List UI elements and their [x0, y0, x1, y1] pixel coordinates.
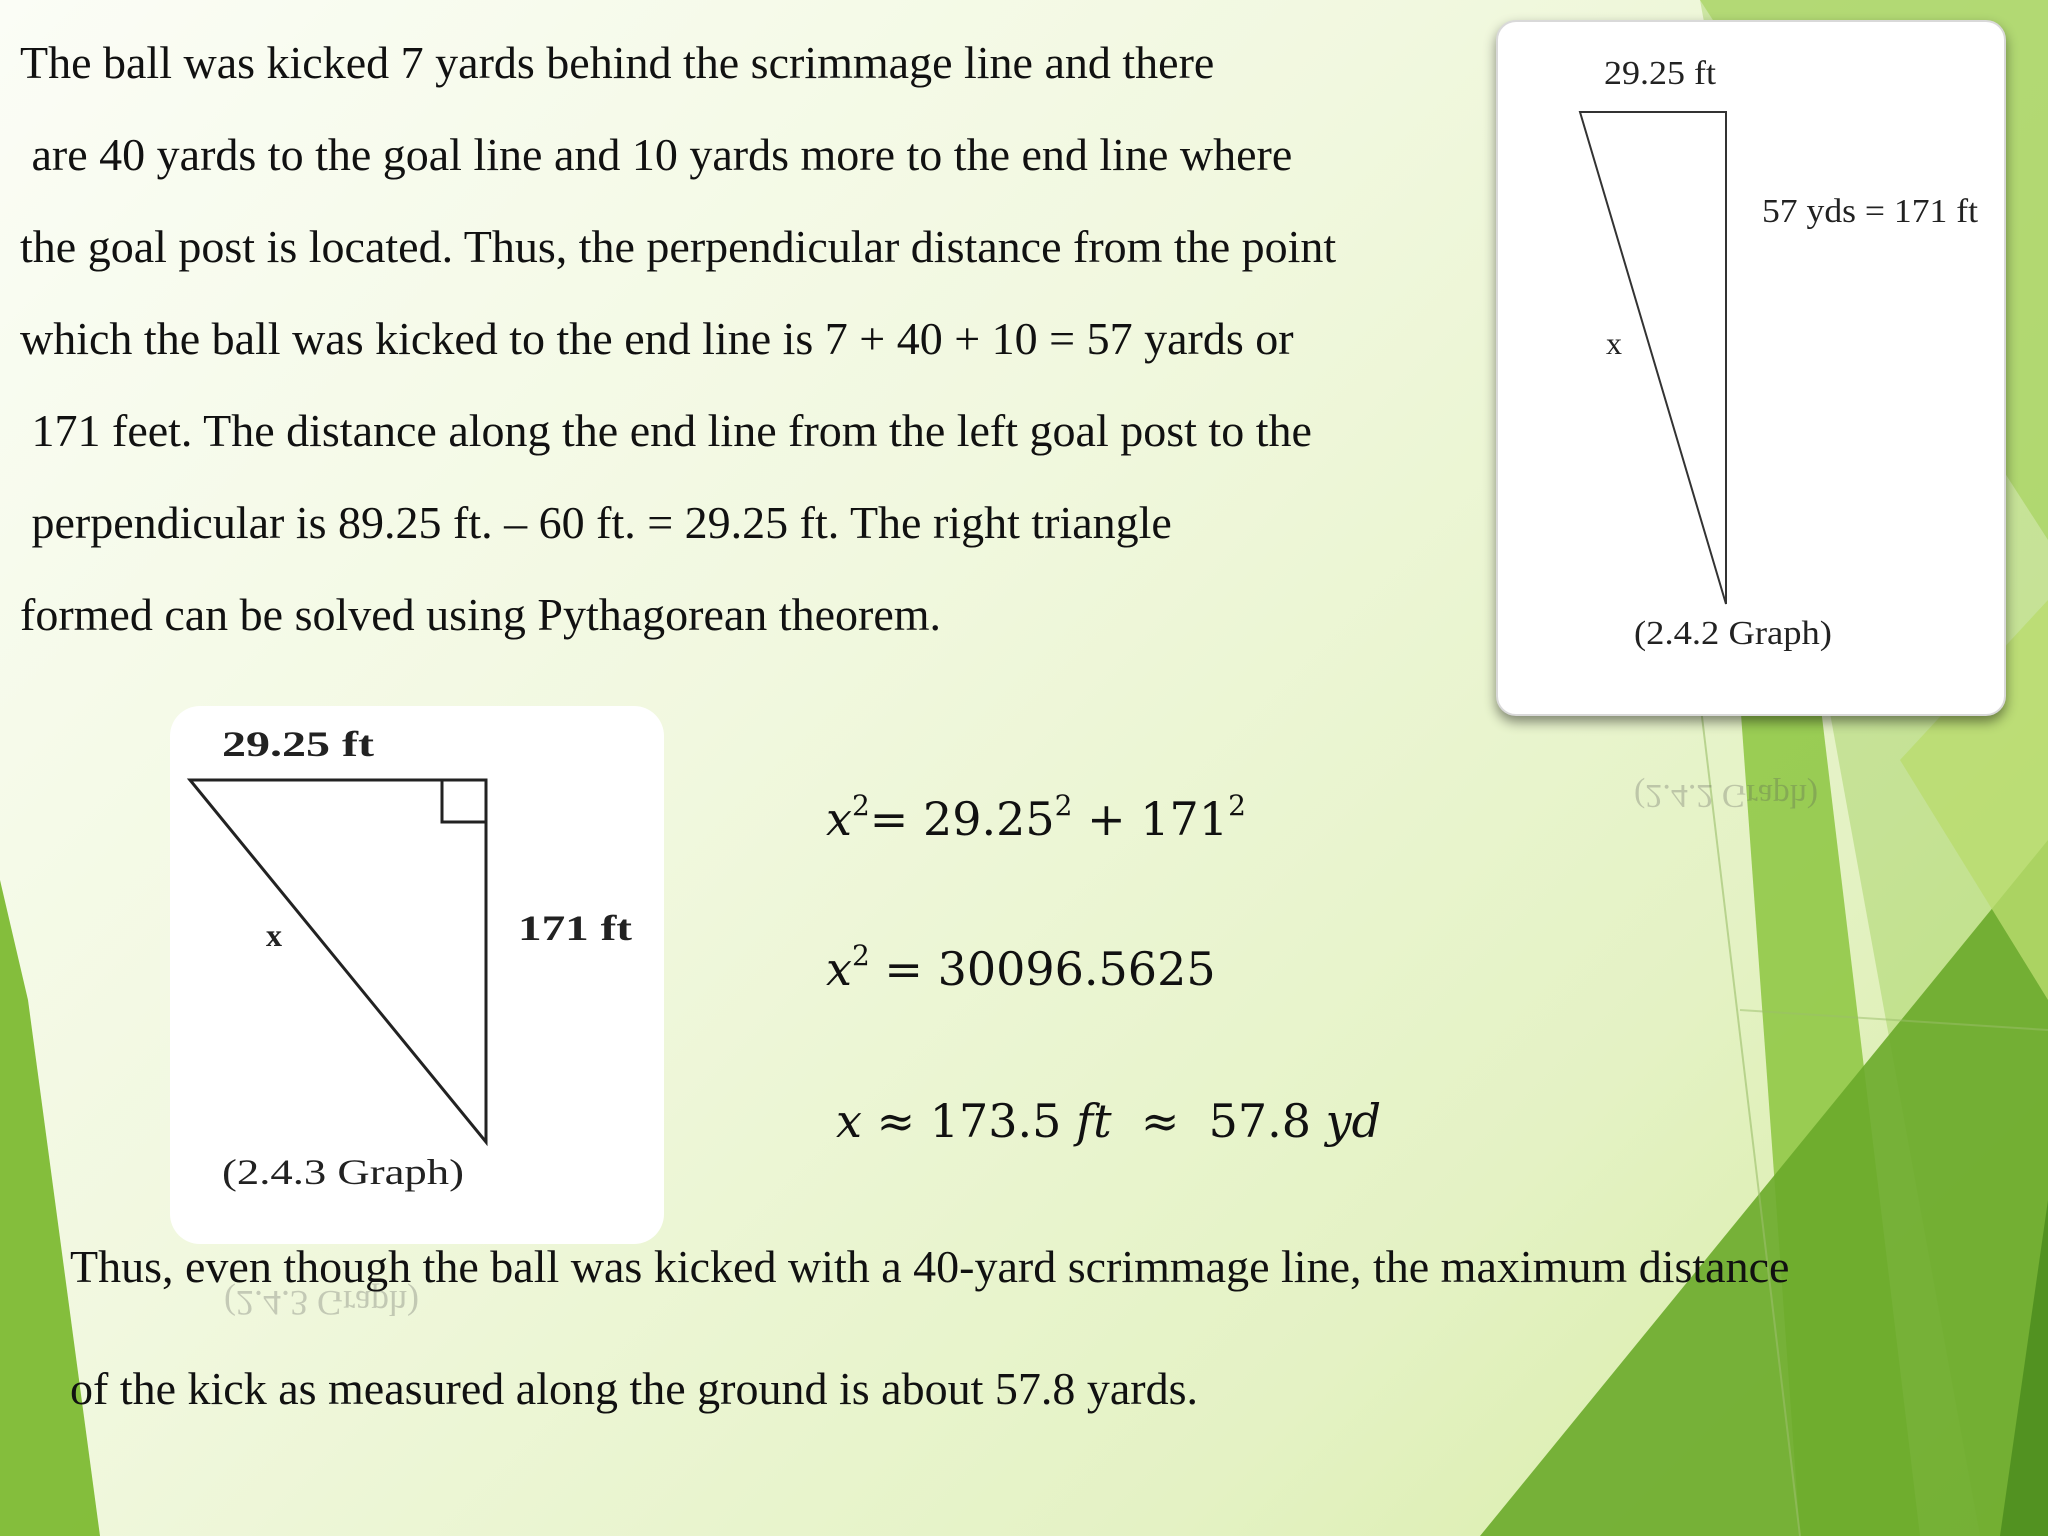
triangle-outline [1580, 112, 1726, 604]
triangle-outline [190, 780, 486, 1142]
eq2-exponent: 2 [851, 939, 870, 972]
intro-line: perpendicular is 89.25 ft. – 60 ft. = 29.25 ft. The right triangle [20, 497, 1172, 548]
eq2-value: 30096.5625 [937, 942, 1216, 996]
eq1-equals: = [869, 792, 923, 846]
eq3-approx-yd: ≈ 57.8 [1111, 1094, 1326, 1148]
eq2-equals: = [869, 942, 938, 996]
eq1-plus: + [1072, 792, 1141, 846]
eq3-unit-ft: ft [1076, 1094, 1112, 1148]
graph-243-triangle [170, 706, 664, 1244]
graph-242-top-label: 29.25 ft [1604, 55, 1717, 92]
graph-243-caption-reflection: (2.4.3 Graph) [224, 1283, 419, 1323]
graph-243-top-label: 29.25 ft [222, 724, 375, 764]
eq1-term-b: 171 [1140, 792, 1229, 846]
graph-242-side-label: 57 yds = 171 ft [1762, 193, 1979, 230]
graph-243-caption: (2.4.3 Graph) [222, 1152, 464, 1192]
eq2-variable: x [826, 942, 852, 996]
eq1-term-a: 29.25 [922, 792, 1055, 846]
intro-line: which the ball was kicked to the end line is 7 + 40 + 10 = 57 yards or [20, 313, 1294, 364]
eq3-approx-ft: ≈ 173.5 [861, 1094, 1077, 1148]
intro-line: formed can be solved using Pythagorean theorem. [20, 589, 942, 640]
graph-243-hyp-label: x [266, 917, 282, 953]
intro-line: 171 feet. The distance along the end line from the left goal post to the [20, 405, 1312, 456]
conclusion-line: Thus, even though the ball was kicked with a 40-yard scrimmage line, the maximum distance [70, 1241, 1790, 1292]
right-angle-marker [442, 780, 486, 822]
intro-line: are 40 yards to the goal line and 10 yards more to the end line where [20, 129, 1293, 180]
graph-242-card [1496, 20, 2006, 716]
graph-242-caption-reflection: (2.4.2 Graph) [1634, 777, 1819, 814]
graph-242-hyp-label: x [1606, 325, 1622, 361]
equation-1 [826, 789, 1246, 846]
conclusion-line: of the kick as measured along the ground is about 57.8 yards. [70, 1363, 1199, 1414]
eq3-unit-yd: yd [1325, 1094, 1382, 1148]
conclusion-paragraph [70, 1240, 2010, 1440]
eq1-term-b-exponent: 2 [1228, 789, 1246, 822]
graph-242-triangle [1498, 22, 2004, 714]
equation-2 [826, 939, 1216, 996]
graph-242-caption: (2.4.2 Graph) [1634, 615, 1832, 652]
eq1-variable: x [826, 792, 852, 846]
intro-paragraph [20, 36, 1500, 656]
intro-line: The ball was kicked 7 yards behind the scrimmage line and there [20, 37, 1215, 88]
intro-line: the goal post is located. Thus, the perpendicular distance from the point [20, 221, 1337, 272]
equation-3 [836, 1094, 1381, 1148]
graph-243-side-label: 171 ft [518, 908, 633, 948]
eq1-exponent: 2 [851, 789, 870, 822]
eq3-variable: x [836, 1094, 862, 1148]
graph-243-card [170, 706, 664, 1244]
eq1-term-a-exponent: 2 [1054, 789, 1073, 822]
